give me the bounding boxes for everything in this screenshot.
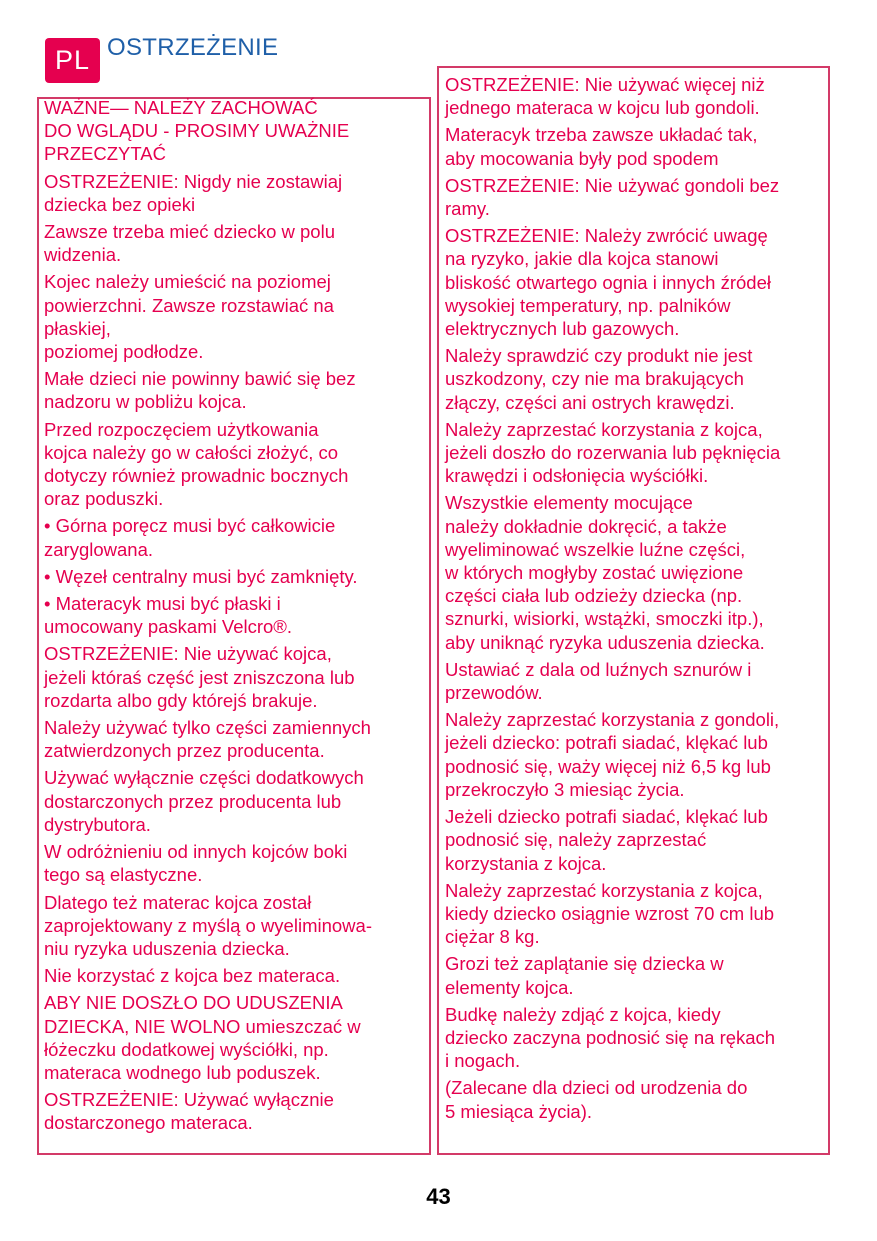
- paragraph: Małe dzieci nie powinny bawić się bez nadzoru w pobliżu kojca.: [44, 368, 356, 413]
- paragraph: Dlatego też materac kojca został zaprojektowany z myślą o wyeliminowa- niu ryzyka uduszenia dziecka.: [44, 891, 372, 959]
- paragraph: OSTRZEŻENIE: Używać wyłącznie dostarczonego materaca.: [44, 1089, 334, 1134]
- paragraph: Należy zaprzestać korzystania z gondoli, jeżeli dziecko: potrafi siadać, klękać lub podnosić się, waży więcej niż 6,5 kg lub przekroczyło 3 miesiąc życia.: [445, 709, 780, 800]
- paragraph: Należy sprawdzić czy produkt nie jest uszkodzony, czy nie ma brakujących złączy, części ani ostrych krawędzi.: [445, 345, 753, 413]
- bullet-item: • Górna poręcz musi być całkowicie zaryglowana.: [44, 515, 336, 560]
- paragraph: Używać wyłącznie części dodatkowych dostarczonych przez producenta lub dystrybutora.: [44, 767, 364, 835]
- paragraph: Zawsze trzeba mieć dziecko w polu widzenia.: [44, 221, 335, 266]
- paragraph: Należy zaprzestać korzystania z kojca, jeżeli doszło do rozerwania lub pęknięcia krawędzi i odsłonięcia wyściółki.: [445, 418, 781, 487]
- paragraph: (Zalecane dla dzieci od urodzenia do 5 miesiąca życia).: [445, 1077, 748, 1122]
- bullet-item: • Węzeł centralny musi być zamknięty.: [44, 565, 358, 587]
- paragraph: Przed rozpoczęciem użytkowania kojca należy go w całości złożyć, co dotyczy również prowadnic bocznych oraz poduszki.: [44, 418, 349, 510]
- paragraph: Grozi też zaplątanie się dziecka w elementy kojca.: [445, 953, 724, 998]
- paragraph: OSTRZEŻENIE: Nie używać gondoli bez ramy.: [445, 174, 780, 220]
- page-title: OSTRZEŻENIE: [107, 34, 279, 61]
- paragraph: W odróżnieniu od innych kojców boki tego są elastyczne.: [44, 841, 348, 886]
- language-badge: PL: [45, 38, 100, 83]
- right-column-text: [445, 70, 824, 1127]
- paragraph: OSTRZEŻENIE: Należy zwrócić uwagę na ryzyko, jakie dla kojca stanowi bliskość otwartego ognia i innych źródeł wysokiej temperatury, np. palników elektrycznych lub gazowych.: [445, 225, 771, 340]
- bullet-item: • Materacyk musi być płaski i umocowany paskami Velcro®.: [44, 593, 293, 638]
- paragraph: Materacyk trzeba zawsze układać tak, aby mocowania były pod spodem: [445, 124, 758, 169]
- paragraph: OSTRZEŻENIE: Nigdy nie zostawiaj dziecka bez opieki: [44, 170, 343, 215]
- paragraph: Wszystkie elementy mocujące należy dokładnie dokręcić, a także wyeliminować wszelkie luźne części, w których mogłyby zostać uwięzione części ciała lub odzieży dziecka (np. sznurki, wisiorki, wstążki, smoczki itp.), aby uniknąć ryzyka uduszenia dziecka.: [445, 492, 765, 653]
- paragraph: OSTRZEŻENIE: Nie używać więcej niż jednego materaca w kojcu lub gondoli.: [445, 74, 765, 119]
- paragraph: OSTRZEŻENIE: Nie używać kojca, jeżeli któraś część jest zniszczona lub rozdarta albo gdy którejś brakuje.: [44, 643, 355, 711]
- paragraph: ABY NIE DOSZŁO DO UDUSZENIA DZIECKA, NIE WOLNO umieszczać w łóżeczku dodatkowej wyściółki, np. materaca wodnego lub poduszek.: [44, 992, 361, 1083]
- paragraph: Nie korzystać z kojca bez materaca.: [44, 965, 341, 987]
- paragraph: Kojec należy umieścić na poziomej powierzchni. Zawsze rozstawiać na płaskiej, poziomej podłodze.: [44, 271, 334, 363]
- left-column-text: [44, 97, 425, 1139]
- paragraph: Budkę należy zdjąć z kojca, kiedy dziecko zaczyna podnosić się na rękach i nogach.: [445, 1003, 776, 1072]
- paragraph: WAŻNE— NALEŻY ZACHOWAĆ DO WGLĄDU - PROSIMY UWAŻNIE PRZECZYTAĆ: [44, 97, 350, 165]
- page-number: 43: [426, 1184, 451, 1209]
- paragraph: Należy używać tylko części zamiennych zatwierdzonych przez producenta.: [44, 717, 371, 762]
- left-warning-box: [37, 97, 431, 1155]
- paragraph: Ustawiać z dala od luźnych sznurów i przewodów.: [445, 658, 752, 704]
- right-warning-box: [437, 66, 830, 1155]
- paragraph: Należy zaprzestać korzystania z kojca, kiedy dziecko osiągnie wzrost 70 cm lub ciężar 8 kg.: [445, 879, 775, 948]
- paragraph: Jeżeli dziecko potrafi siadać, klękać lub podnosić się, należy zaprzestać korzystania z kojca.: [445, 806, 768, 874]
